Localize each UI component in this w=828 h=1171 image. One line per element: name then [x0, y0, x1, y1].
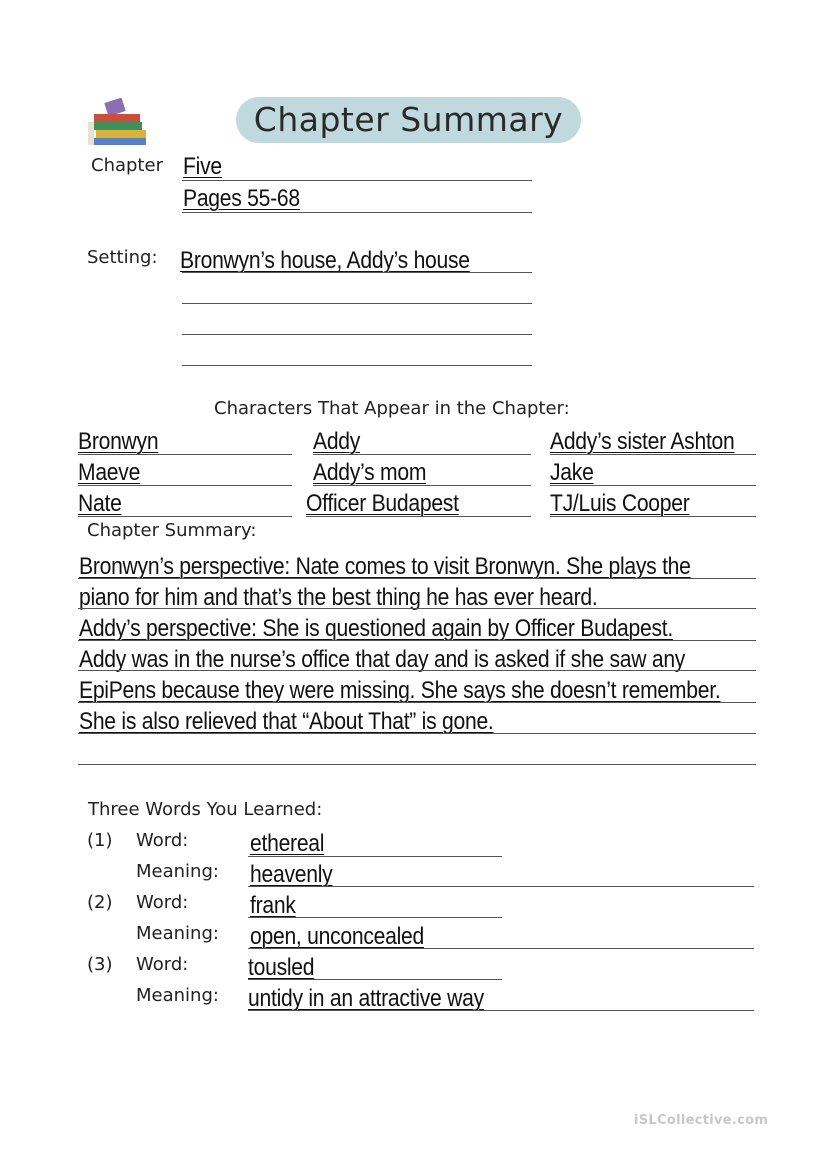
setting-value: Bronwyn’s house, Addy’s house [180, 247, 470, 274]
summary-line: She is also relieved that “About That” is gone. [79, 708, 494, 735]
character-line [313, 485, 531, 486]
summary-rule [78, 640, 756, 641]
meaning-value: open, unconcealed [250, 923, 425, 950]
summary-line: Addy’s perspective: She is questioned again by Officer Budapest. [79, 615, 674, 642]
word-label: Word: [136, 830, 189, 851]
summary-rule-blank [78, 764, 756, 765]
words-heading: Three Words You Learned: [88, 799, 323, 820]
chapter-label: Chapter [91, 155, 163, 176]
word-number: (2) [87, 892, 113, 913]
characters-heading: Characters That Appear in the Chapter: [214, 398, 570, 419]
summary-heading: Chapter Summary: [87, 520, 257, 541]
summary-line: Bronwyn’s perspective: Nate comes to visit Bronwyn. She plays the [79, 553, 691, 580]
chapter-line [182, 180, 532, 181]
page-title: Chapter Summary [253, 100, 564, 139]
character-name: Addy [313, 428, 361, 455]
meaning-label: Meaning: [136, 923, 219, 944]
watermark: iSLCollective.com [634, 1113, 769, 1128]
character-name: Jake [550, 459, 594, 486]
setting-line-blank [182, 303, 532, 304]
word-line [248, 917, 502, 918]
character-line [78, 516, 292, 517]
meaning-label: Meaning: [136, 985, 219, 1006]
meaning-line [248, 886, 754, 887]
character-name: Maeve [78, 459, 141, 486]
character-line [78, 485, 292, 486]
meaning-line [248, 948, 754, 949]
word-label: Word: [136, 954, 189, 975]
character-name: TJ/Luis Cooper [550, 490, 690, 517]
meaning-value: untidy in an attractive way [248, 985, 484, 1012]
character-name: Addy’s sister Ashton [550, 428, 735, 455]
word-line [248, 856, 502, 857]
books-icon [86, 98, 152, 146]
word-label: Word: [136, 892, 189, 913]
setting-line-blank [182, 334, 532, 335]
summary-line: piano for him and that’s the best thing he has ever heard. [79, 584, 598, 611]
character-name: Nate [78, 490, 122, 517]
word-value: frank [250, 892, 296, 919]
summary-rule [78, 702, 756, 703]
character-name: Officer Budapest [306, 490, 459, 517]
summary-rule [78, 670, 756, 671]
character-line [306, 516, 531, 517]
character-line [550, 516, 756, 517]
setting-line-blank [182, 365, 532, 366]
pages-line [182, 212, 532, 213]
word-value: tousled [248, 954, 315, 981]
meaning-label: Meaning: [136, 861, 219, 882]
meaning-value: heavenly [250, 861, 333, 888]
character-name: Bronwyn [78, 428, 159, 455]
character-name: Addy’s mom [313, 459, 427, 486]
character-line [78, 454, 292, 455]
chapter-value: Five [183, 153, 222, 180]
word-line [248, 979, 502, 980]
pages-value: Pages 55-68 [183, 185, 300, 212]
summary-rule [78, 733, 756, 734]
setting-label: Setting: [87, 247, 158, 268]
character-line [550, 485, 756, 486]
meaning-line [248, 1010, 754, 1011]
character-line [313, 454, 531, 455]
setting-line [182, 272, 532, 273]
summary-line: EpiPens because they were missing. She says she doesn’t remember. [79, 677, 721, 704]
word-number: (1) [87, 830, 113, 851]
summary-line: Addy was in the nurse’s office that day and is asked if she saw any [79, 646, 686, 673]
summary-rule [78, 578, 756, 579]
character-line [550, 454, 756, 455]
summary-rule [78, 608, 756, 609]
word-value: ethereal [250, 830, 325, 857]
word-number: (3) [87, 954, 113, 975]
